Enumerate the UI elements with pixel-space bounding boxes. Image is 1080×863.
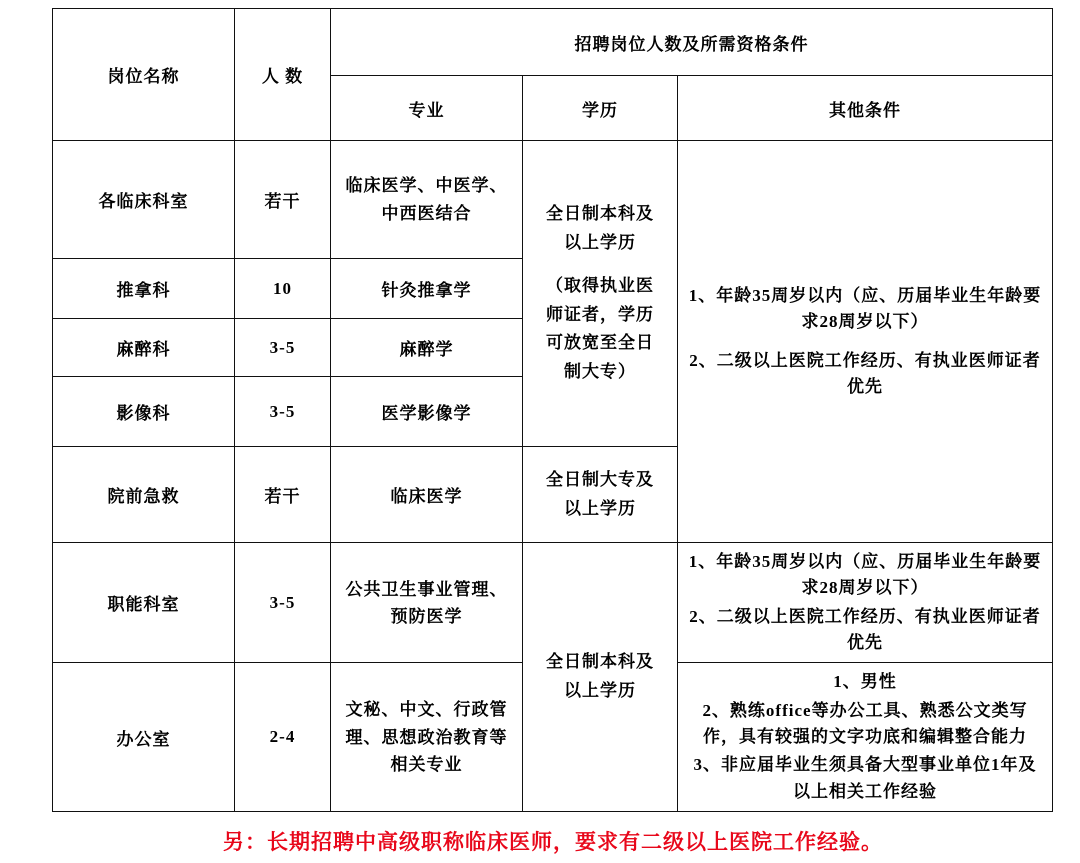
cell-education-block1 (523, 141, 678, 447)
education-line2: 以上学历 (564, 232, 636, 252)
footnote-text: 另：长期招聘中高级职称临床医师，要求有二级以上医院工作经验。 (223, 830, 883, 855)
education-line2: 以上学历 (564, 681, 636, 701)
cell-number: 3-5 (235, 543, 331, 663)
recruitment-table (52, 8, 1053, 812)
education-line2: 以上学历 (564, 498, 636, 518)
cell-education-block2 (523, 447, 678, 543)
cell-number: 2-4 (235, 663, 331, 812)
table-header-row-1 (53, 9, 1053, 76)
cell-major-line1: 文秘、中文、行政管 (345, 700, 508, 720)
education-note3: 可放宽至全日 (546, 333, 654, 353)
header-major: 专业 (331, 76, 523, 141)
cell-major-line1: 公共卫生事业管理、 (345, 579, 508, 599)
header-post: 岗位名称 (53, 9, 235, 141)
cell-number: 若干 (235, 141, 331, 259)
cell-major (331, 141, 523, 259)
header-other: 其他条件 (678, 76, 1053, 141)
cell-post: 影像科 (53, 377, 235, 447)
education-note2: 师证者，学历 (546, 304, 654, 324)
cell-post: 推拿科 (53, 259, 235, 319)
cell-number: 3-5 (235, 319, 331, 377)
cell-major: 临床医学 (331, 447, 523, 543)
cell-major-line2: 理、思想政治教育等 (345, 727, 508, 747)
education-note1: （取得执业医 (546, 275, 654, 295)
other-office-item3: 3、非应届毕业生须具备大型事业单位1年及以上相关工作经验 (693, 755, 1037, 801)
cell-number: 10 (235, 259, 331, 319)
cell-major-line2: 中西医结合 (381, 203, 472, 223)
other-function-item2: 2、二级以上医院工作经历、有执业医师证者优先 (689, 606, 1041, 653)
cell-other-office (678, 663, 1053, 812)
cell-major: 医学影像学 (331, 377, 523, 447)
cell-major-line1: 临床医学、中医学、 (345, 176, 508, 196)
cell-other-function (678, 543, 1053, 663)
cell-major-line2: 预防医学 (390, 606, 463, 626)
cell-major (331, 663, 523, 812)
table-row (53, 543, 1053, 663)
header-group: 招聘岗位人数及所需资格条件 (331, 9, 1053, 76)
cell-number: 3-5 (235, 377, 331, 447)
education-note4: 制大专） (564, 362, 636, 382)
header-number: 人 数 (235, 9, 331, 141)
education-line1: 全日制大专及 (546, 469, 654, 489)
cell-major: 麻醉学 (331, 319, 523, 377)
cell-other-clinical (678, 141, 1053, 543)
other-office-item1: 1、男性 (833, 672, 897, 692)
cell-education-block3 (523, 543, 678, 812)
cell-major (331, 543, 523, 663)
cell-number: 若干 (235, 447, 331, 543)
education-spacer (531, 258, 669, 272)
education-line1: 全日制本科及 (546, 652, 654, 672)
cell-post: 院前急救 (53, 447, 235, 543)
other-office-item2: 2、熟练office等办公工具、熟悉公文类写作，具有较强的文字功底和编辑整合能力 (702, 700, 1028, 747)
education-line1: 全日制本科及 (546, 203, 654, 223)
header-education: 学历 (523, 76, 678, 141)
cell-post: 职能科室 (53, 543, 235, 663)
cell-post: 办公室 (53, 663, 235, 812)
other-clinical-item1: 1、年龄35周岁以内（应、历届毕业生年龄要求28周岁以下） (688, 285, 1042, 332)
table-row (53, 141, 1053, 259)
other-clinical-item2: 2、二级以上医院工作经历、有执业医师证者优先 (689, 350, 1041, 396)
other-function-item1: 1、年龄35周岁以内（应、历届毕业生年龄要求28周岁以下） (688, 552, 1042, 598)
cell-major: 针灸推拿学 (331, 259, 523, 319)
cell-post: 麻醉科 (53, 319, 235, 377)
cell-major-line3: 相关专业 (390, 754, 463, 774)
cell-post: 各临床科室 (53, 141, 235, 259)
